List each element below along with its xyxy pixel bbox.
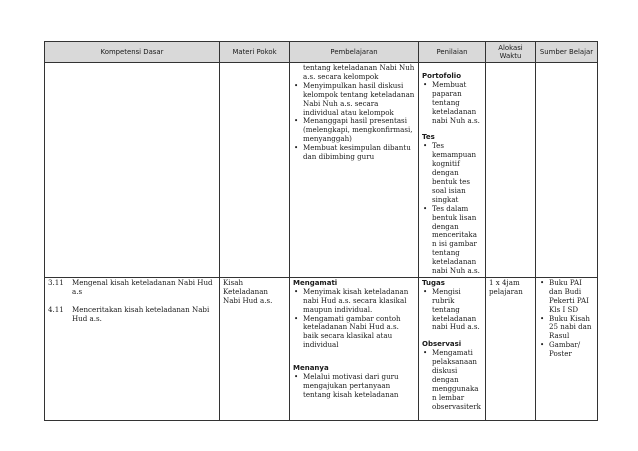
- header-sumber-belajar: Sumber Belajar: [536, 42, 598, 63]
- mengamati-list: [293, 288, 415, 350]
- kd-text: Mengenal kisah keteladanan Nabi Hud a.s: [72, 277, 213, 296]
- cell-sumber-empty: [536, 63, 598, 278]
- list-item: • Buku PAI dan Budi Pekerti PAI Kls I SD: [539, 279, 594, 315]
- list-item: • Menyimpulkan hasil diskusi kelompok tentang keteladanan Nabi Nuh a.s. secara individual atau kelompok: [293, 82, 415, 118]
- cell-sumber-belajar: [536, 277, 598, 420]
- cell-penilaian: [419, 63, 486, 278]
- table-row: [45, 277, 598, 420]
- mengamati-heading: Mengamati: [293, 278, 338, 287]
- portofolio-heading: Portofolio: [422, 72, 462, 80]
- header-materi-pokok: Materi Pokok: [220, 42, 290, 63]
- portofolio-list: [422, 81, 482, 126]
- list-item: • Gambar/ Poster: [539, 341, 594, 359]
- list-item: • Tes dalam bentuk lisan dengan menceritaka n isi gambar tentang keteladanan nabi Nuh a.s.: [422, 205, 482, 276]
- list-item: • Membuat kesimpulan dibantu dan dibimbing guru: [293, 144, 415, 162]
- cell-pembelajaran: [290, 277, 419, 420]
- header-penilaian: Penilaian: [419, 42, 486, 63]
- kd-item: [48, 279, 216, 297]
- cell-kompetensi-empty: [45, 63, 220, 278]
- tugas-list: [422, 288, 482, 333]
- tes-heading: Tes: [422, 133, 435, 142]
- list-item: • Mengisi rubrik tentang keteladanan nabi Hud a.s.: [422, 288, 482, 333]
- table-row: [45, 63, 598, 278]
- cell-kompetensi-dasar: [45, 277, 220, 420]
- list-item: • Buku Kisah 25 nabi dan Rasul: [539, 315, 594, 342]
- sumber-list: [539, 279, 594, 359]
- kd-text: Menceritakan kisah keteladanan Nabi Hud a.s.: [72, 304, 210, 323]
- materi-text: Kisah Keteladanan Nabi Hud a.s.: [223, 277, 273, 305]
- cell-materi-empty: [220, 63, 290, 278]
- menanya-heading: Menanya: [293, 364, 329, 373]
- list-item: • Menyimak kisah keteladanan nabi Hud a.s. secara klasikal maupun individual.: [293, 288, 415, 315]
- pembelajaran-continued-text: tentang keteladanan Nabi Nuh a.s. secara kelompok: [303, 63, 415, 81]
- cell-pembelajaran: [290, 63, 419, 278]
- list-item: • Mengamati pelaksanaan diskusi dengan menggunaka n lembar observasiterk: [422, 349, 482, 411]
- syllabus-table: [44, 41, 598, 421]
- list-item: • Membuat paparan tentang keteladanan nabi Nuh a.s.: [422, 81, 482, 126]
- kd-number: 3.11: [48, 277, 64, 287]
- cell-alokasi-empty: [486, 63, 536, 278]
- cell-alokasi-waktu: [486, 277, 536, 420]
- kd-item: [48, 306, 216, 324]
- menanya-list: [293, 373, 415, 400]
- cell-penilaian: [419, 277, 486, 420]
- list-item: • Melalui motivasi dari guru mengajukan pertanyaan tentang kisah keteladanan: [293, 373, 415, 400]
- header-pembelajaran: Pembelajaran: [290, 42, 419, 63]
- cell-materi-pokok: [220, 277, 290, 420]
- kd-number: 4.11: [48, 304, 64, 314]
- header-kompetensi-dasar: Kompetensi Dasar: [45, 42, 220, 63]
- list-item: • Mengamati gambar contoh keteladanan Nabi Hud a.s. baik secara klasikal atau individual: [293, 315, 415, 351]
- tes-list: [422, 142, 482, 276]
- tugas-heading: Tugas: [422, 278, 445, 287]
- header-alokasi-waktu: Alokasi Waktu: [486, 42, 536, 63]
- list-item: • Tes kemampuan kognitif dengan bentuk tes soal isian singkat: [422, 142, 482, 204]
- table-header-row: [45, 42, 598, 63]
- observasi-list: [422, 349, 482, 411]
- alokasi-text: 1 x 4jam pelajaran: [489, 277, 523, 296]
- list-item: • Menanggapi hasil presentasi (melengkapi, mengkonfirmasi, menyanggah): [293, 117, 415, 144]
- observasi-heading: Observasi: [422, 340, 462, 349]
- pembelajaran-list: [293, 82, 415, 162]
